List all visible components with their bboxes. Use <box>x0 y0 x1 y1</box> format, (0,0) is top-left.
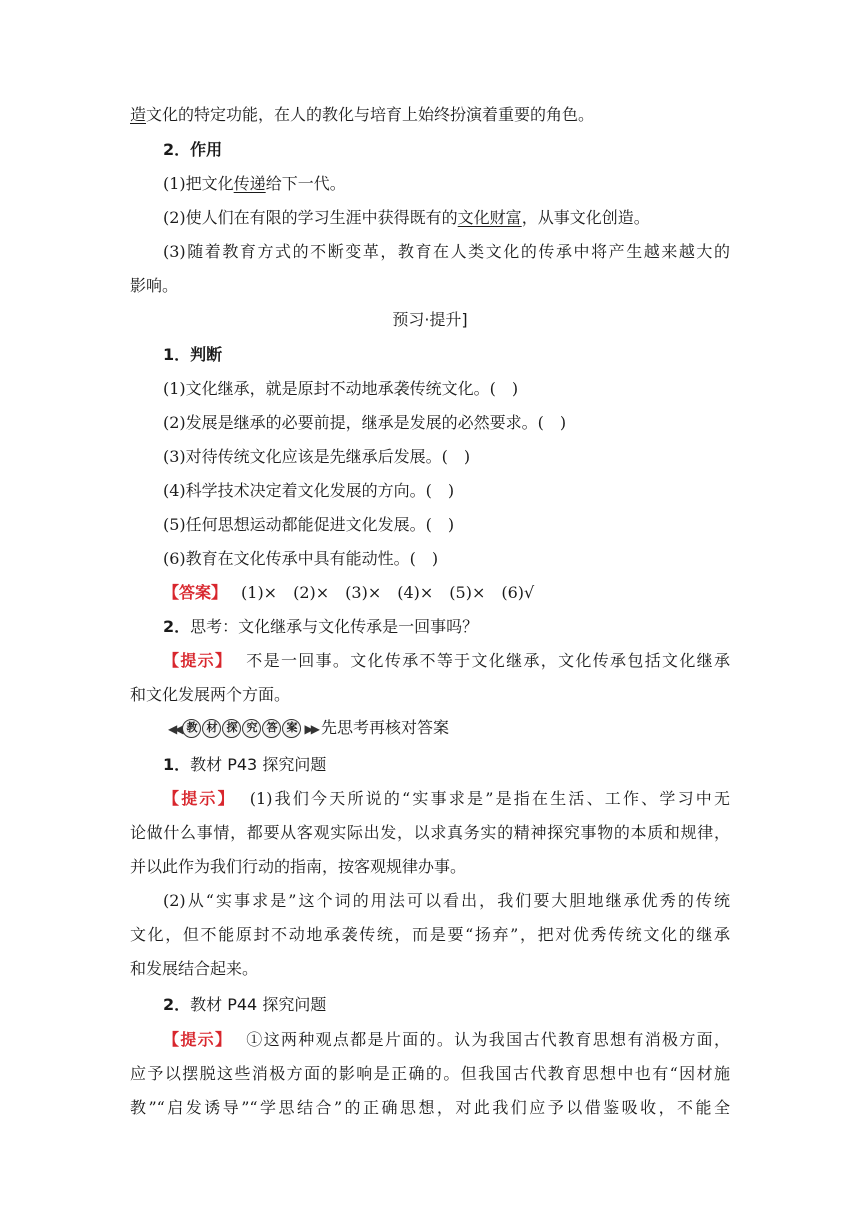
answer-line <box>163 582 730 604</box>
judge-item: (3)对待传统文化应该是先继承后发展。( ) <box>163 447 471 466</box>
answer-text: (1)× (2)× (3)× (4)× (5)× (6)√ <box>241 583 535 602</box>
hint-tag: 【提示】 <box>163 1030 233 1049</box>
underlined-term: 造 <box>130 105 147 124</box>
hint-line: 【提示】 (1)我们今天所说的“实事求是”是指在生活、工作、学习中无 <box>163 789 730 808</box>
question-title: 1．教材 P43 探究问题 <box>163 755 327 774</box>
banner-char: 答 <box>262 719 281 738</box>
banner-caption: 先思考再核对答案 <box>320 718 449 737</box>
judge-item: (4)科学技术决定着文化发展的方向。( ) <box>163 481 455 500</box>
section-heading: 2．作用 <box>163 140 223 159</box>
paragraph-line <box>130 104 730 126</box>
double-chevron-right-icon: ▶▶ <box>304 721 317 736</box>
judge-item: (6)教育在文化传承中具有能动性。( ) <box>163 549 439 568</box>
underlined-term: 传递 <box>233 174 266 193</box>
paragraph-line: 和发展结合起来。 <box>130 959 259 978</box>
judge-item: (5)任何思想运动都能促进文化发展。( ) <box>163 515 455 534</box>
banner-char: 教 <box>182 719 201 738</box>
function-item-1: (1)把文化传递给下一代。 <box>163 174 346 193</box>
paragraph-line: 论做什么事情，都要从客观实际出发，以求真务实的精神探究事物的本质和规律， <box>130 823 730 842</box>
judge-heading: 1．判断 <box>163 345 223 364</box>
underlined-term: 文化财富 <box>457 208 522 227</box>
banner-char: 材 <box>202 719 221 738</box>
hint-tag: 【提示】 <box>163 789 236 808</box>
banner-logo <box>166 717 319 741</box>
banner-char: 案 <box>282 719 301 738</box>
hint-line: 【提示】 不是一回事。文化传承不等于文化继承，文化传承包括文化继承 <box>163 651 730 670</box>
paragraph-line: 和文化发展两个方面。 <box>130 685 291 704</box>
textbook-banner <box>166 716 766 740</box>
text: 文化的特定功能，在人的教化与培育上始终扮演着重要的角色。 <box>146 105 595 124</box>
paragraph-line: 影响。 <box>130 276 179 295</box>
judge-item: (1)文化继承，就是原封不动地承袭传统文化。( ) <box>163 379 519 398</box>
banner-char: 究 <box>242 719 261 738</box>
banner-char: 探 <box>222 719 241 738</box>
double-chevron-left-icon: ◀◀ <box>168 721 181 736</box>
section-title: 预习·提升] <box>392 310 468 329</box>
answer-tag: 【答案】 <box>163 583 228 602</box>
hint-tag: 【提示】 <box>163 651 233 670</box>
judge-item: (2)发展是继承的必要前提，继承是发展的必然要求。( ) <box>163 413 567 432</box>
paragraph-line: 应予以摆脱这些消极方面的影响是正确的。但我国古代教育思想中也有“因材施 <box>130 1064 730 1083</box>
paragraph-line: 并以此作为我们行动的指南，按客观规律办事。 <box>130 857 467 876</box>
function-item-2: (2)使人们在有限的学习生涯中获得既有的文化财富，从事文化创造。 <box>163 208 650 227</box>
function-item-3: (3)随着教育方式的不断变革，教育在人类文化的传承中将产生越来越大的 <box>163 242 730 261</box>
question-title: 2．教材 P44 探究问题 <box>163 995 327 1014</box>
paragraph-line: 文化，但不能原封不动地承袭传统，而是要“扬弃”，把对优秀传统文化的继承 <box>130 925 730 944</box>
paragraph-line: 教”“启发诱导”“学思结合”的正确思想，对此我们应予以借鉴吸收，不能全 <box>130 1098 730 1117</box>
hint-line: 【提示】 ①这两种观点都是片面的。认为我国古代教育思想有消极方面， <box>163 1030 730 1049</box>
paragraph-line: (2)从“实事求是”这个词的用法可以看出，我们要大胆地继承优秀的传统 <box>163 891 730 910</box>
think-question: 2．思考：文化继承与文化传承是一回事吗？ <box>163 617 479 636</box>
